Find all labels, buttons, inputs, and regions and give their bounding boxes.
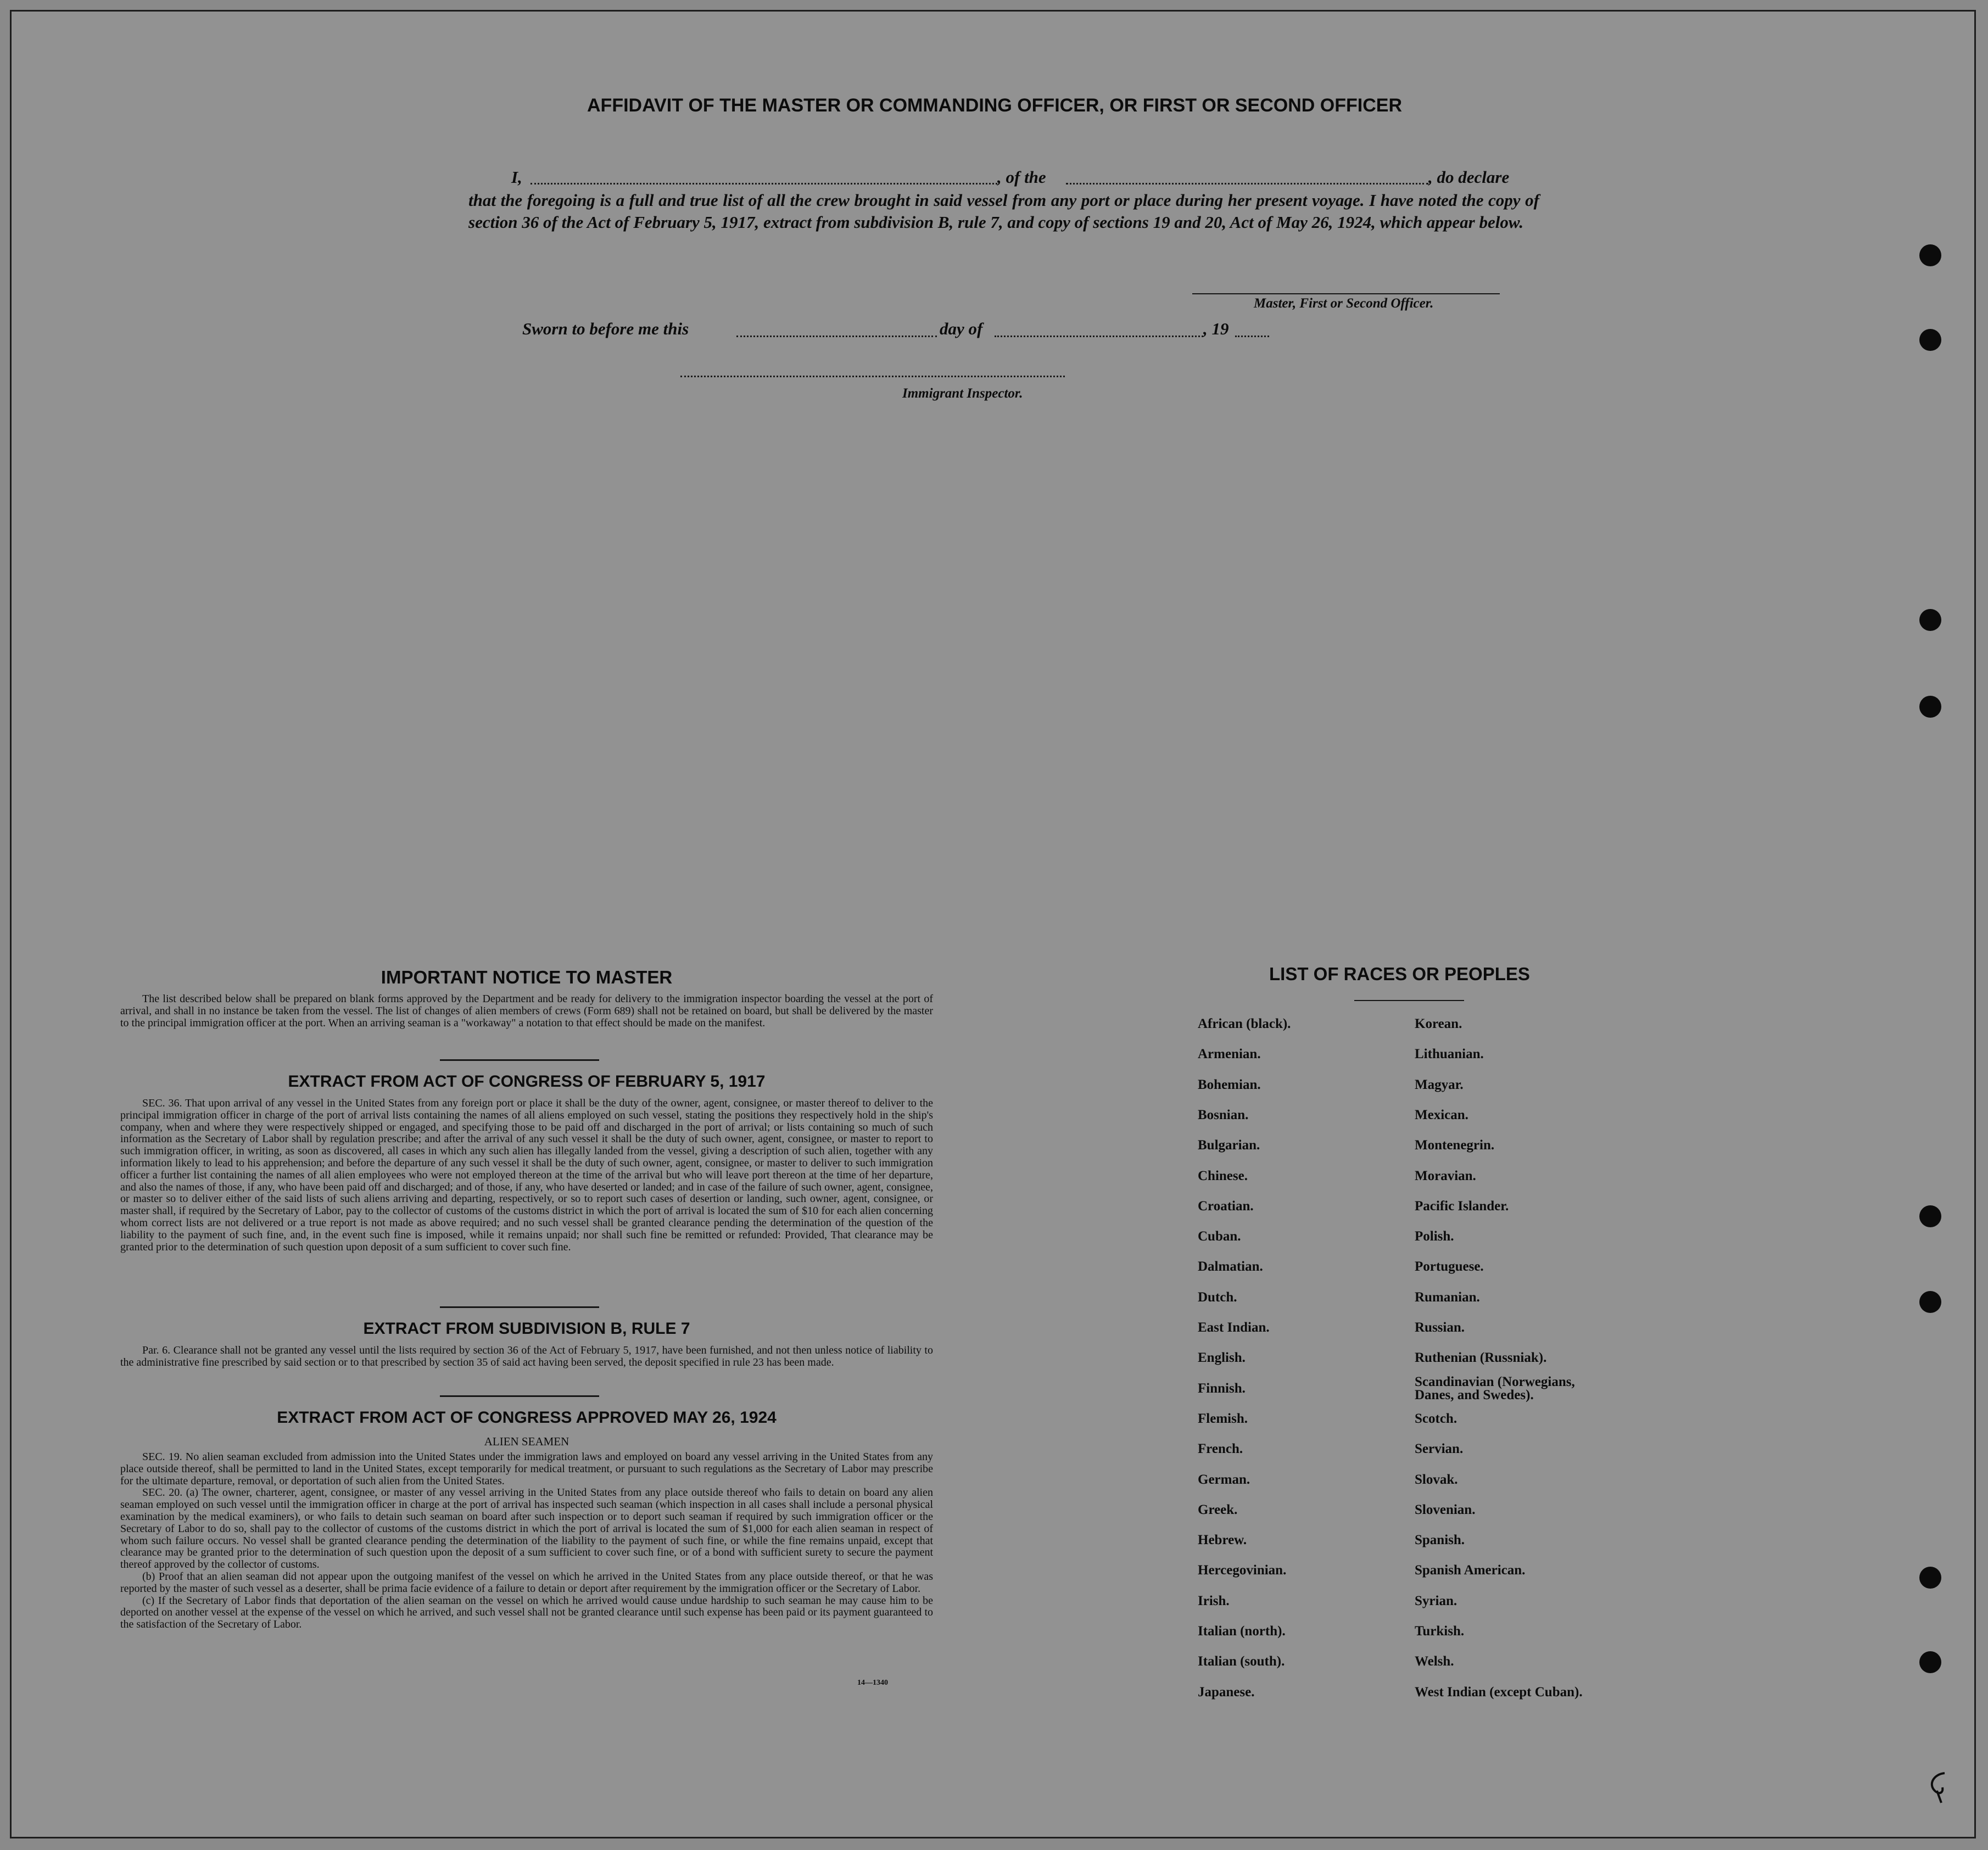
race-item: Spanish. bbox=[1415, 1533, 1465, 1548]
extract-rule7-body bbox=[120, 1345, 933, 1369]
binder-hole bbox=[1919, 609, 1941, 631]
affidavit-declare-label: , do declare bbox=[1428, 167, 1510, 187]
extract-1924-body bbox=[120, 1451, 933, 1631]
race-item: Servian. bbox=[1415, 1441, 1464, 1457]
race-item: Portuguese. bbox=[1415, 1259, 1484, 1275]
extract-1924-title: EXTRACT FROM ACT OF CONGRESS APPROVED MAY 26, 1924 bbox=[277, 1409, 777, 1427]
notice-body bbox=[120, 993, 933, 1029]
race-item: Spanish American. bbox=[1415, 1563, 1526, 1578]
race-item: Bulgarian. bbox=[1198, 1138, 1260, 1153]
race-item: Cuban. bbox=[1198, 1229, 1241, 1244]
race-item: Italian (south). bbox=[1198, 1654, 1285, 1669]
race-item: African (black). bbox=[1198, 1016, 1291, 1031]
sworn-label: Sworn to before me this bbox=[522, 319, 689, 338]
divider-1 bbox=[440, 1059, 599, 1061]
binder-hole bbox=[1919, 1567, 1941, 1589]
race-item: Moravian. bbox=[1415, 1168, 1476, 1183]
race-item: Scotch. bbox=[1415, 1411, 1458, 1426]
master-signature-line[interactable] bbox=[1192, 293, 1500, 294]
race-item: French. bbox=[1198, 1441, 1243, 1457]
form-number: 14—1340 bbox=[857, 1679, 888, 1687]
race-item: Mexican. bbox=[1415, 1107, 1468, 1122]
race-item: Slovak. bbox=[1415, 1472, 1458, 1487]
binder-hole bbox=[1919, 329, 1941, 351]
sec20c-paragraph: (c) If the Secretary of Labor finds that deportation of the alien seaman on the vessel on which he arrived would cause undue hardship to such seaman he may cause him to be deported on another vessel at the expense of the vessel on which he arrived, and such vessel shall not be granted clearance until such expense has been paid or its payment guaranteed to the satisfaction of the Secretary of Labor. bbox=[120, 1594, 933, 1631]
notice-title: IMPORTANT NOTICE TO MASTER bbox=[381, 967, 673, 987]
inspector-signature-line[interactable] bbox=[680, 376, 1065, 377]
affidavit-of-the-label: , of the bbox=[997, 167, 1046, 187]
document-page bbox=[10, 10, 1976, 1838]
inspector-label: Immigrant Inspector. bbox=[902, 386, 1023, 401]
race-item: Bosnian. bbox=[1198, 1107, 1249, 1122]
race-item: Bohemian. bbox=[1198, 1077, 1261, 1092]
race-item: East Indian. bbox=[1198, 1320, 1270, 1335]
race-item: Chinese. bbox=[1198, 1168, 1248, 1183]
extract-rule7-title: EXTRACT FROM SUBDIVISION B, RULE 7 bbox=[363, 1320, 690, 1338]
sec20a-paragraph: SEC. 20. (a) The owner, charterer, agent, consignee, or master of any vessel arriving in the United States from any place outside thereof who fails to detain on board any alien seaman employed on such vessel until the immigration officer in charge at the port of arrival has inspected such seaman (which inspection in all cases shall include a personal physical examination by the medical examiners), or who fails to detain such seaman on board after such inspection or to deport such seaman if required by such immigration officer or the Secretary of Labor to do so, shall pay to the collector of customs of the customs district in which the port of arrival is located the sum of $1,000 for each alien seaman in respect of whom such failure occurs. No vessel shall be granted clearance pending the determination of the liability to the payment of such fine, or while the fine remains unpaid, except that clearance may be granted prior to the determination of such question upon the deposit of a sum sufficient to cover such fine, or of a bond with sufficient surety to secure the payment thereof approved by the collector of customs. bbox=[120, 1486, 933, 1571]
bleed-through-text bbox=[1192, 396, 1202, 413]
race-item: Armenian. bbox=[1198, 1047, 1261, 1062]
race-item: Rumanian. bbox=[1415, 1289, 1480, 1305]
race-item: Lithuanian. bbox=[1415, 1047, 1484, 1062]
sworn-day-line[interactable] bbox=[736, 336, 937, 337]
race-item: Korean. bbox=[1415, 1016, 1462, 1031]
sec36-paragraph: SEC. 36. That upon arrival of any vessel in the United States from any foreign port or place it shall be the duty of the owner, agent, consignee, or master thereof to deliver to the principal immigration officer in charge of the port of arrival lists containing the names of all aliens employed on such vessel, stating the positions they respectively hold in the ship's company, when and where they were respectively shipped or engaged, and specifying those to be paid off and discharged in the port of arrival; or lists containing so much of such information as the Secretary of Labor shall by regulation prescribe; and after the arrival of any such vessel it shall be the duty of such owner, agent, consignee, or master to report to such immigration officer, in writing, as soon as discovered, all cases in which any such alien has illegally landed from the vessel, giving a description of such alien, together with any information likely to lead to his apprehension; and before the departure of any such vessel it shall be the duty of such owner, agent, consignee, or master to deliver to such immigration officer a further list containing the names of all alien employees who were not employed thereon at the time of the arrival but who will leave port thereon at the time of her departure, and also the names of those, if any, who have been paid off and discharged; and of those, if any, who have deserted or landed; and in case of the failure of such owner, agent, consignee, or master so to deliver either of the said lists of such aliens arriving and departing, respectively, or so to report such cases of desertion or landing, such owner, agent, consignee, or master shall, if required by the Secretary of Labor, pay to the collector of customs of the customs district in which the port of arrival is located the sum of $10 for each alien concerning whom correct lists are not delivered or a true report is not made as above required; and no such vessel shall be granted clearance pending the determination of the question of the liability to the payment of such fine, and, in the event such fine is imposed, while it remains unpaid; nor shall such fine be remitted or refunded: Provided, That clearance may be granted prior to the determination of such question upon deposit of a sum sufficient to cover such fine. bbox=[120, 1097, 933, 1253]
race-item: Greek. bbox=[1198, 1502, 1238, 1517]
race-item: Japanese. bbox=[1198, 1684, 1255, 1700]
race-item: Hebrew. bbox=[1198, 1533, 1247, 1548]
race-item: Dalmatian. bbox=[1198, 1259, 1263, 1275]
race-item: German. bbox=[1198, 1472, 1250, 1487]
race-item: Montenegrin. bbox=[1415, 1138, 1495, 1153]
race-item: West Indian (except Cuban). bbox=[1415, 1684, 1583, 1700]
notice-paragraph: The list described below shall be prepared on blank forms approved by the Department and be ready for delivery to the immigration inspector boarding the vessel at the port of arrival, and shall in no instance be taken from the vessel. The list of changes of alien members of crews (Form 689) shall not be retained on board, but shall be delivered by the master to the principal immigration officer at the port. When an arriving seaman is a "workaway" a notation to that effect should be made on the manifest. bbox=[120, 993, 933, 1029]
race-item: Pacific Islander. bbox=[1415, 1198, 1509, 1214]
race-item: Turkish. bbox=[1415, 1624, 1465, 1639]
extract-1917-title: EXTRACT FROM ACT OF CONGRESS OF FEBRUARY 5, 1917 bbox=[288, 1072, 766, 1091]
race-item: English. bbox=[1198, 1350, 1246, 1366]
par6-paragraph: Par. 6. Clearance shall not be granted any vessel until the lists required by section 36 of the Act of February 5, 1917, have been furnished, and not then unless notice of liability to the administrative fine prescribed by said section or to that prescribed by section 35 of said act having been served, the deposit specified in rule 23 has been made. bbox=[120, 1344, 933, 1368]
affidavit-title: AFFIDAVIT OF THE MASTER OR COMMANDING OFFICER, OR FIRST OR SECOND OFFICER bbox=[587, 95, 1402, 116]
year-label: , 19 bbox=[1203, 319, 1229, 338]
race-item: Hercegovinian. bbox=[1198, 1563, 1287, 1578]
race-item: Irish. bbox=[1198, 1593, 1230, 1608]
sworn-year-line[interactable] bbox=[1235, 336, 1269, 337]
affidavit-name-line[interactable] bbox=[530, 183, 997, 185]
race-item: Italian (north). bbox=[1198, 1624, 1286, 1639]
master-signature-label: Master, First or Second Officer. bbox=[1254, 296, 1434, 311]
affidavit-statement: that the foregoing is a full and true list of all the crew brought in said vessel from any port or place during her present voyage. I have noted the copy of section 36 of the Act of February 5, 1917, extract from subdivision B, rule 7, and copy of sections 19 and 20, Act of May 26, 1924, which appear below. bbox=[468, 191, 1539, 232]
alien-seamen-subtitle: ALIEN SEAMEN bbox=[484, 1435, 569, 1448]
race-item: Finnish. bbox=[1198, 1380, 1246, 1396]
race-item: Dutch. bbox=[1198, 1289, 1237, 1305]
race-item: Croatian. bbox=[1198, 1198, 1254, 1214]
race-item: Russian. bbox=[1415, 1320, 1465, 1335]
race-item: Slovenian. bbox=[1415, 1502, 1476, 1517]
sec19-paragraph: SEC. 19. No alien seaman excluded from admission into the United States under the immigration laws and employed on board any vessel arriving in the United States from any place outside thereof, shall be permitted to land in the United States, except temporarily for medical treatment, or pursuant to such regulations as the Secretary of Labor may prescribe for the ultimate departure, removal, or deportation of such alien from the United States. bbox=[120, 1451, 933, 1487]
race-item: Welsh. bbox=[1415, 1654, 1454, 1669]
sworn-month-line[interactable] bbox=[995, 336, 1203, 337]
affidavit-vessel-line[interactable] bbox=[1066, 183, 1428, 185]
race-item: Polish. bbox=[1415, 1229, 1454, 1244]
race-item: Flemish. bbox=[1198, 1411, 1248, 1426]
binder-hole bbox=[1919, 696, 1941, 718]
sec20b-paragraph: (b) Proof that an alien seaman did not appear upon the outgoing manifest of the vessel on which he arrived in the United States from any place outside thereof, or that he was reported by the master of such vessel as a deserter, shall be prima facie evidence of a failure to detain or deport after requirement by the immigration officer or the Secretary of Labor. bbox=[120, 1570, 933, 1595]
affidavit-i-label: I, bbox=[511, 167, 522, 187]
divider-3 bbox=[440, 1395, 599, 1397]
day-of-label: day of bbox=[940, 319, 983, 338]
race-item: Ruthenian (Russniak). bbox=[1415, 1350, 1547, 1366]
races-title: LIST OF RACES OR PEOPLES bbox=[1269, 964, 1530, 984]
race-item: Scandinavian (Norwegians, Danes, and Swedes). bbox=[1415, 1374, 1575, 1402]
binder-hole bbox=[1919, 244, 1941, 266]
races-title-rule bbox=[1354, 1000, 1464, 1001]
race-item: Magyar. bbox=[1415, 1077, 1464, 1092]
divider-2 bbox=[440, 1306, 599, 1308]
extract-1917-body bbox=[120, 1098, 933, 1253]
handwritten-mark bbox=[1923, 1769, 1956, 1807]
race-item: Syrian. bbox=[1415, 1593, 1458, 1608]
binder-hole bbox=[1919, 1205, 1941, 1227]
binder-hole bbox=[1919, 1291, 1941, 1313]
binder-hole bbox=[1919, 1651, 1941, 1673]
